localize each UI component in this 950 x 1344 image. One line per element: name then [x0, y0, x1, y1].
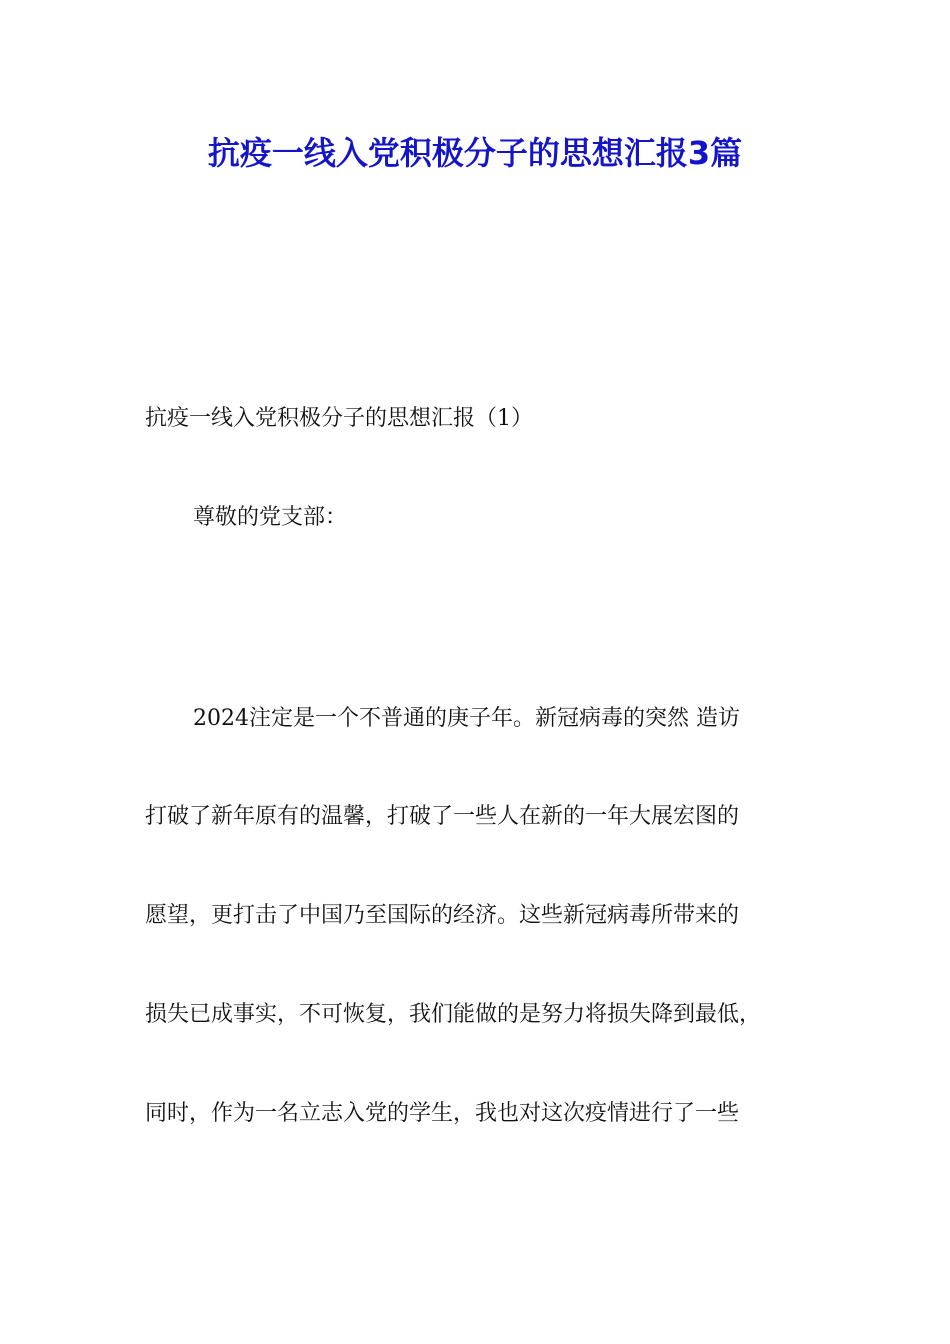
- body-line: 损失已成事实，不可恢复，我们能做的是努力将损失降到最低，: [145, 1002, 762, 1027]
- body-line: 2024注定是一个不普通的庚子年。新冠病毒的突然 造访: [193, 706, 740, 731]
- body-line: 愿望，更打击了中国乃至国际的经济。这些新冠病毒所带来的: [145, 903, 740, 928]
- body-line: 打破了新年原有的温馨，打破了一些人在新的一年大展宏图的: [145, 804, 740, 829]
- body-line: 同时，作为一名立志入党的学生，我也对这次疫情进行了一些: [145, 1101, 740, 1126]
- salutation: 尊敬的党支部：: [193, 505, 348, 530]
- section-heading: 抗疫一线入党积极分子的思想汇报（1）: [145, 406, 533, 431]
- document-title: 抗疫一线入党积极分子的思想汇报3篇: [207, 134, 743, 172]
